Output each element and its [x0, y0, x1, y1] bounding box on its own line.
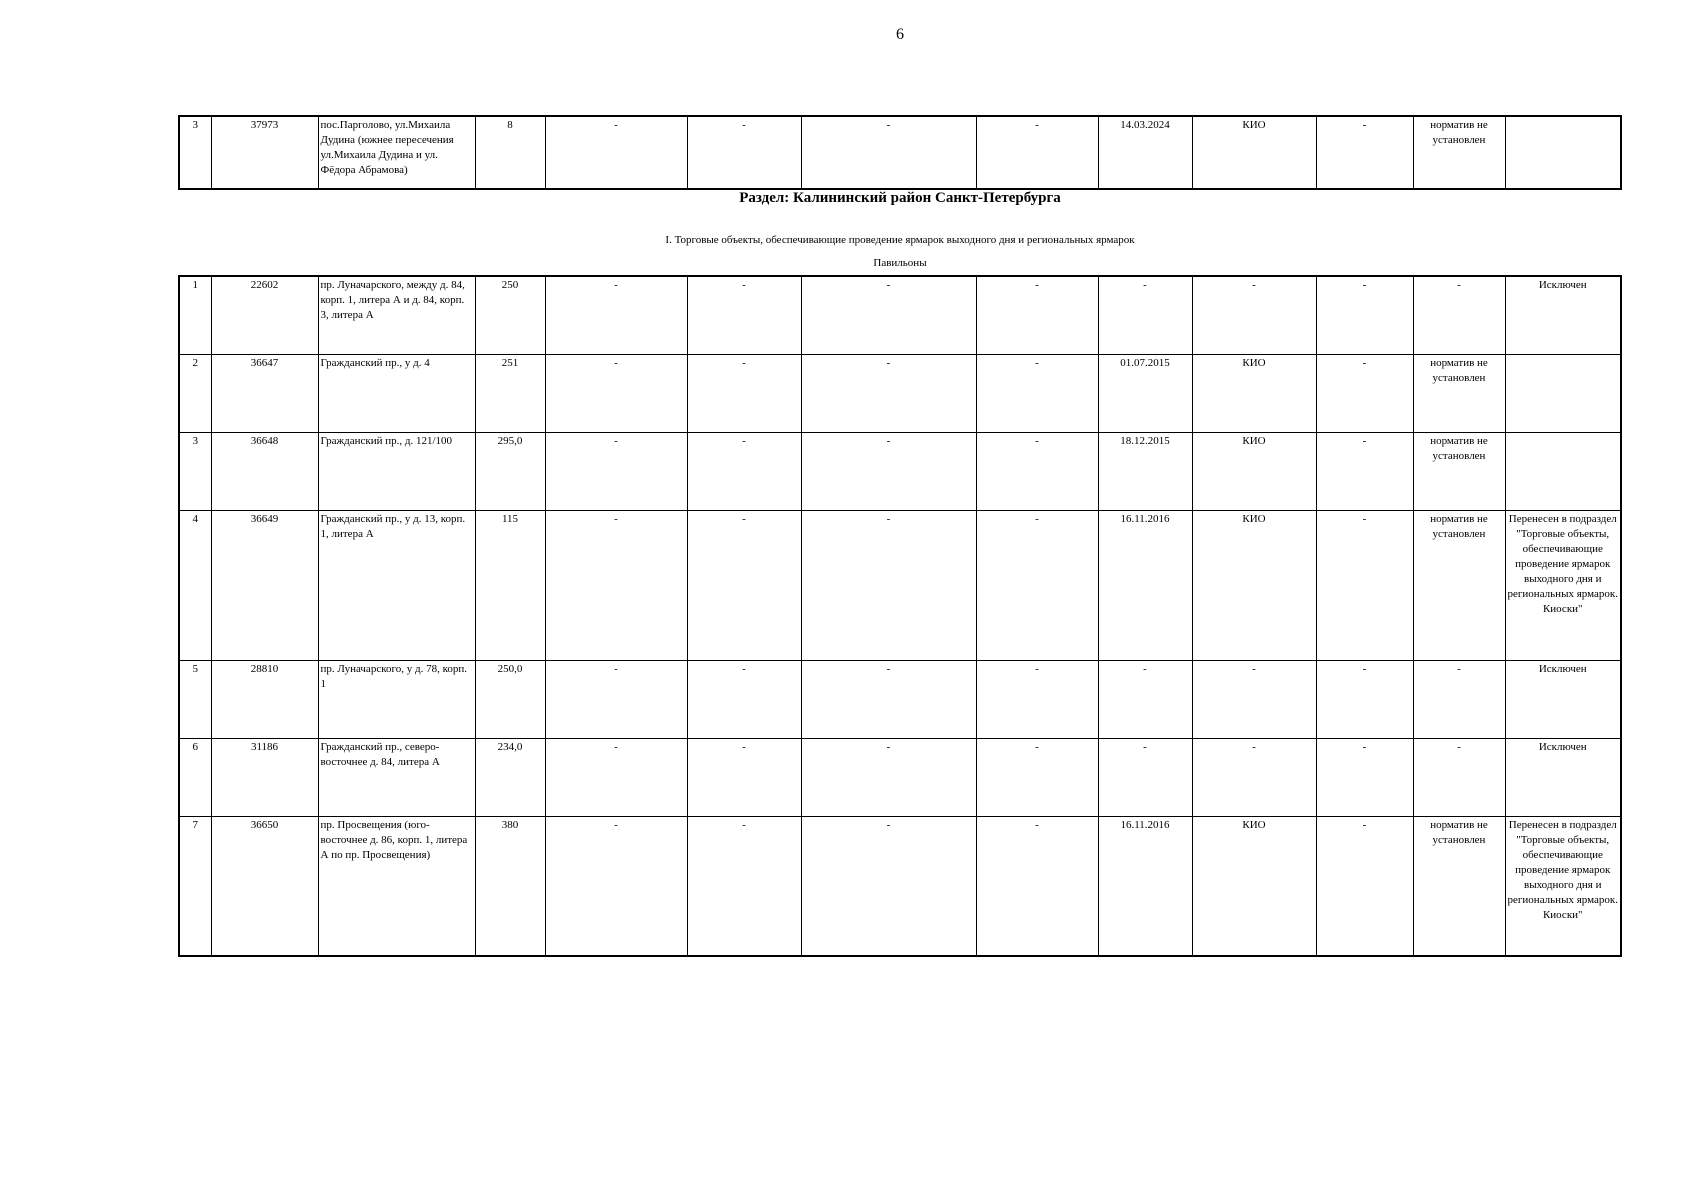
cell-column-11: -: [1316, 276, 1413, 354]
cell-column-5: -: [545, 816, 687, 956]
cell-date: 18.12.2015: [1098, 432, 1192, 510]
cell-column-7: -: [801, 276, 976, 354]
cell-number: 3: [179, 432, 211, 510]
cell-column-8: -: [976, 432, 1098, 510]
cell-column-11: -: [1316, 510, 1413, 660]
cell-column-7: -: [801, 116, 976, 189]
cell-note: [1505, 116, 1621, 189]
cell-column-5: -: [545, 276, 687, 354]
table-row: [179, 354, 1621, 432]
cell-column-8: -: [976, 738, 1098, 816]
cell-area: 8: [475, 116, 545, 189]
cell-column-7: -: [801, 510, 976, 660]
cell-note: Исключен: [1505, 276, 1621, 354]
cell-number: 3: [179, 116, 211, 189]
cell-column-8: -: [976, 354, 1098, 432]
cell-norm: норматив не установлен: [1413, 354, 1505, 432]
objects-table-continued: [178, 115, 1622, 190]
cell-note: [1505, 354, 1621, 432]
cell-column-7: -: [801, 432, 976, 510]
cell-column-11: -: [1316, 432, 1413, 510]
cell-column-7: -: [801, 660, 976, 738]
cell-organization: КИО: [1192, 510, 1316, 660]
cell-note: Исключен: [1505, 660, 1621, 738]
cell-norm: норматив не установлен: [1413, 116, 1505, 189]
cell-column-6: -: [687, 354, 801, 432]
cell-column-6: -: [687, 510, 801, 660]
cell-column-11: -: [1316, 816, 1413, 956]
cell-date: 16.11.2016: [1098, 510, 1192, 660]
cell-address: пос.Парголово, ул.Михаила Дудина (южнее пересечения ул.Михаила Дудина и ул. Фёдора Абрамова): [318, 116, 475, 189]
cell-area: 115: [475, 510, 545, 660]
cell-address: Гражданский пр., у д. 13, корп. 1, литера А: [318, 510, 475, 660]
table-body: [179, 276, 1621, 956]
cell-column-6: -: [687, 116, 801, 189]
cell-column-5: -: [545, 510, 687, 660]
cell-object-id: 36647: [211, 354, 318, 432]
table-row: [179, 738, 1621, 816]
cell-address: пр. Луначарского, между д. 84, корп. 1, литера А и д. 84, корп. 3, литера А: [318, 276, 475, 354]
cell-norm: -: [1413, 660, 1505, 738]
cell-column-6: -: [687, 276, 801, 354]
cell-column-6: -: [687, 738, 801, 816]
cell-column-8: -: [976, 276, 1098, 354]
cell-column-5: -: [545, 432, 687, 510]
cell-address: Гражданский пр., северо-восточнее д. 84, литера А: [318, 738, 475, 816]
cell-note: Перенесен в подраздел "Торговые объекты, обеспечивающие проведение ярмарок выходного дня и региональных ярмарок. Киоски": [1505, 816, 1621, 956]
cell-column-5: -: [545, 738, 687, 816]
table-row: [179, 660, 1621, 738]
cell-area: 234,0: [475, 738, 545, 816]
cell-column-11: -: [1316, 738, 1413, 816]
cell-column-7: -: [801, 354, 976, 432]
cell-norm: -: [1413, 276, 1505, 354]
cell-object-id: 31186: [211, 738, 318, 816]
cell-column-11: -: [1316, 116, 1413, 189]
cell-date: -: [1098, 276, 1192, 354]
cell-organization: КИО: [1192, 354, 1316, 432]
cell-number: 2: [179, 354, 211, 432]
cell-column-8: -: [976, 816, 1098, 956]
table-row: [179, 510, 1621, 660]
cell-area: 380: [475, 816, 545, 956]
table-row: [179, 432, 1621, 510]
cell-organization: КИО: [1192, 432, 1316, 510]
cell-object-id: 28810: [211, 660, 318, 738]
cell-number: 1: [179, 276, 211, 354]
cell-address: пр. Луначарского, у д. 78, корп. 1: [318, 660, 475, 738]
table-row: [179, 116, 1621, 189]
table-row: [179, 276, 1621, 354]
cell-address: Гражданский пр., у д. 4: [318, 354, 475, 432]
cell-organization: -: [1192, 738, 1316, 816]
cell-organization: КИО: [1192, 116, 1316, 189]
cell-number: 4: [179, 510, 211, 660]
cell-number: 5: [179, 660, 211, 738]
cell-norm: норматив не установлен: [1413, 510, 1505, 660]
cell-column-5: -: [545, 660, 687, 738]
cell-column-8: -: [976, 116, 1098, 189]
cell-area: 251: [475, 354, 545, 432]
cell-date: 01.07.2015: [1098, 354, 1192, 432]
cell-object-id: 36649: [211, 510, 318, 660]
cell-object-id: 36650: [211, 816, 318, 956]
cell-date: -: [1098, 738, 1192, 816]
table-row: [179, 816, 1621, 956]
cell-area: 250: [475, 276, 545, 354]
cell-note: [1505, 432, 1621, 510]
cell-number: 7: [179, 816, 211, 956]
cell-object-id: 22602: [211, 276, 318, 354]
cell-column-11: -: [1316, 660, 1413, 738]
cell-column-7: -: [801, 738, 976, 816]
category-title: Павильоны: [873, 257, 927, 269]
pavilions-table: [178, 275, 1622, 957]
cell-object-id: 36648: [211, 432, 318, 510]
cell-norm: норматив не установлен: [1413, 816, 1505, 956]
cell-column-6: -: [687, 816, 801, 956]
cell-organization: -: [1192, 660, 1316, 738]
cell-note: Перенесен в подраздел "Торговые объекты, обеспечивающие проведение ярмарок выходного дня и региональных ярмарок. Киоски": [1505, 510, 1621, 660]
cell-column-6: -: [687, 432, 801, 510]
cell-date: 16.11.2016: [1098, 816, 1192, 956]
cell-area: 250,0: [475, 660, 545, 738]
cell-address: пр. Просвещения (юго-восточнее д. 86, корп. 1, литера А по пр. Просвещения): [318, 816, 475, 956]
cell-organization: -: [1192, 276, 1316, 354]
cell-norm: норматив не установлен: [1413, 432, 1505, 510]
cell-number: 6: [179, 738, 211, 816]
table-body: [179, 116, 1621, 189]
page-number: 6: [896, 26, 904, 43]
cell-column-5: -: [545, 354, 687, 432]
cell-norm: -: [1413, 738, 1505, 816]
cell-column-5: -: [545, 116, 687, 189]
section-title: Раздел: Калининский район Санкт-Петербурга: [739, 190, 1061, 206]
cell-object-id: 37973: [211, 116, 318, 189]
cell-column-6: -: [687, 660, 801, 738]
cell-date: 14.03.2024: [1098, 116, 1192, 189]
cell-organization: КИО: [1192, 816, 1316, 956]
cell-date: -: [1098, 660, 1192, 738]
cell-column-7: -: [801, 816, 976, 956]
cell-column-8: -: [976, 660, 1098, 738]
cell-area: 295,0: [475, 432, 545, 510]
cell-column-11: -: [1316, 354, 1413, 432]
cell-address: Гражданский пр., д. 121/100: [318, 432, 475, 510]
cell-column-8: -: [976, 510, 1098, 660]
subsection-title: I. Торговые объекты, обеспечивающие проведение ярмарок выходного дня и региональных ярмарок: [665, 234, 1135, 246]
cell-note: Исключен: [1505, 738, 1621, 816]
